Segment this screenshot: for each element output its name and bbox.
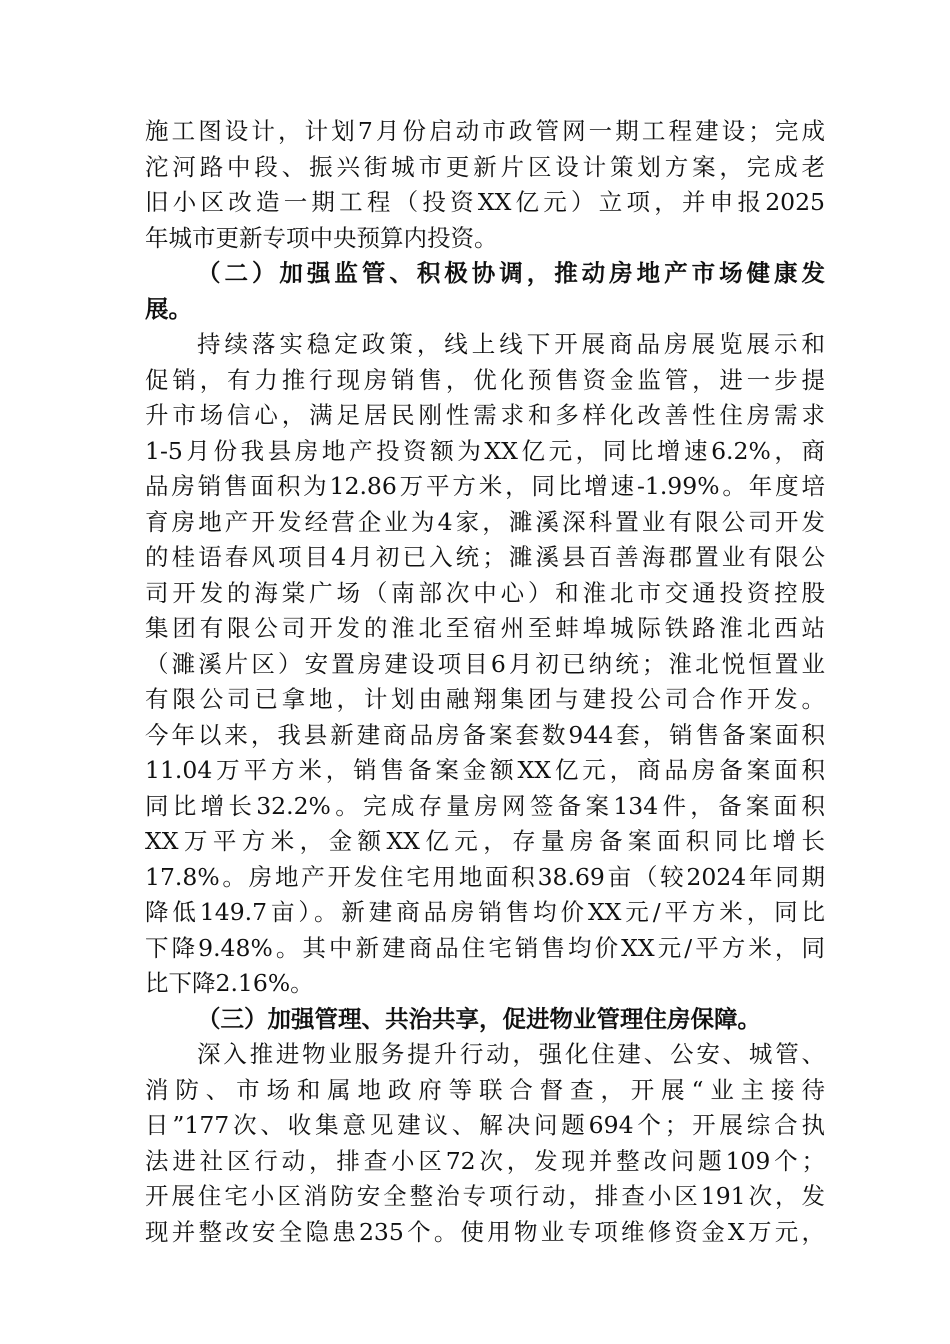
paragraph-line: 消防、市场和属地政府等联合督查，开展“业主接待	[145, 1075, 825, 1104]
paragraph-line: 下降9.48%。其中新建商品住宅销售均价XX元/平方米，同	[145, 933, 825, 962]
paragraph-line: 持续落实稳定政策，线上线下开展商品房展览展示和	[197, 330, 825, 358]
paragraph-line: 降低149.7亩）。新建商品房销售均价XX元/平方米，同比	[145, 898, 825, 926]
paragraph-line: 11.04万平方米，销售备案金额XX亿元，商品房备案面积	[145, 756, 825, 784]
paragraph-line: 旧小区改造一期工程（投资XX亿元）立项，并申报2025	[145, 188, 825, 216]
paragraph-line: 促销，有力推行现房销售，优化预售资金监管，进一步提	[145, 365, 825, 394]
section-heading-line: （三）加强管理、共治共享，促进物业管理住房保障。	[197, 1004, 761, 1033]
paragraph-line: 现并整改安全隐患235个。使用物业专项维修资金X万元，	[145, 1217, 825, 1246]
paragraph-line: 开展住宅小区消防安全整治专项行动，排查小区191次，发	[145, 1182, 825, 1210]
paragraph-line: 日”177次、收集意见建议、解决问题694个；开展综合执	[145, 1111, 825, 1139]
paragraph-line: 年城市更新专项中央预算内投资。	[145, 223, 498, 252]
paragraph-line: 今年以来，我县新建商品房备案套数944套，销售备案面积	[145, 720, 825, 749]
paragraph-line: （濉溪片区）安置房建设项目6月初已纳统；淮北悦恒置业	[145, 649, 825, 678]
section-heading-line: （二）加强监管、积极协调，推动房地产市场健康发	[197, 259, 825, 287]
paragraph-line: 的桂语春风项目4月初已入统；濉溪县百善海郡置业有限公	[145, 543, 825, 571]
paragraph-line: 集团有限公司开发的淮北至宿州至蚌埠城际铁路淮北西站	[145, 614, 825, 642]
section-heading-line: 展。	[145, 294, 192, 323]
paragraph-line: 施工图设计，计划7月份启动市政管网一期工程建设；完成	[145, 117, 825, 145]
paragraph-line: XX万平方米，金额XX亿元，存量房备案面积同比增长	[145, 827, 825, 855]
paragraph-line: 沱河路中段、振兴街城市更新片区设计策划方案，完成老	[145, 152, 825, 181]
paragraph-line: 育房地产开发经营企业为4家，濉溪深科置业有限公司开发	[145, 507, 825, 536]
paragraph-line: 比下降2.16%。	[145, 969, 314, 997]
paragraph-line: 1-5月份我县房地产投资额为XX亿元，同比增速6.2%，商	[145, 436, 825, 465]
paragraph-line: 升市场信心，满足居民刚性需求和多样化改善性住房需求	[145, 401, 825, 429]
document-body	[145, 114, 825, 1250]
paragraph-line: 司开发的海棠广场（南部次中心）和淮北市交通投资控股	[145, 578, 825, 607]
paragraph-line: 17.8%。房地产开发住宅用地面积38.69亩（较2024年同期	[145, 862, 825, 891]
paragraph-line: 法进社区行动，排查小区72次，发现并整改问题109个；	[145, 1146, 825, 1175]
paragraph-line: 有限公司已拿地，计划由融翔集团与建投公司合作开发。	[145, 685, 825, 713]
paragraph-line: 同比增长32.2%。完成存量房网签备案134件，备案面积	[145, 791, 825, 820]
paragraph-line: 深入推进物业服务提升行动，强化住建、公安、城管、	[197, 1040, 825, 1068]
paragraph-line: 品房销售面积为12.86万平方米，同比增速-1.99%。年度培	[145, 472, 825, 500]
